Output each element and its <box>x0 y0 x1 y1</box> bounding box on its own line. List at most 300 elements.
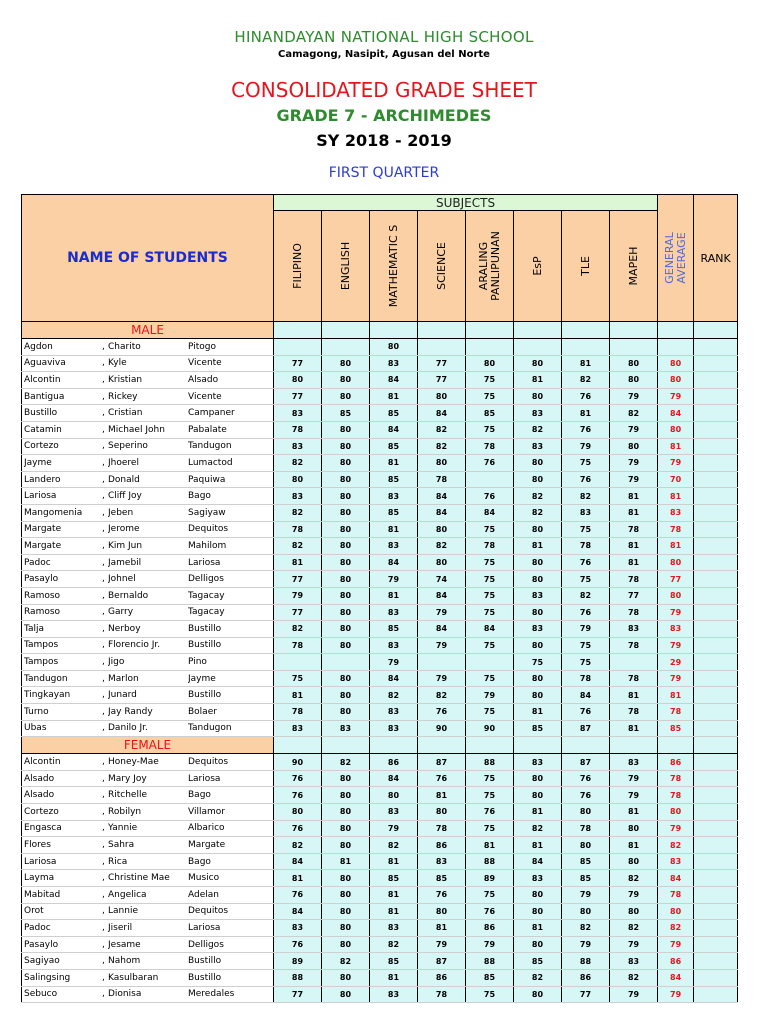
general-average-cell: 70 <box>658 471 694 488</box>
grade-cell: 76 <box>562 388 610 405</box>
table-row <box>22 936 738 953</box>
comma: , <box>102 723 105 734</box>
last-name: Orot <box>24 906 44 917</box>
male-section <box>22 322 738 339</box>
first-name: Jamebil <box>108 557 142 568</box>
grade-cell: 83 <box>370 920 418 937</box>
first-name: Seperino <box>108 441 148 452</box>
rank-cell <box>694 504 738 521</box>
grade-cell: 90 <box>418 720 466 737</box>
general-average-cell: 78 <box>658 704 694 721</box>
general-average-cell: 77 <box>658 571 694 588</box>
rank-cell <box>694 571 738 588</box>
middle-name: Delligos <box>188 574 224 585</box>
general-average-cell: 80 <box>658 355 694 372</box>
grade-cell: 88 <box>274 969 322 986</box>
general-average-cell: 86 <box>658 754 694 771</box>
student-name <box>22 438 274 455</box>
grade-cell: 77 <box>274 986 322 1003</box>
table-row <box>22 554 738 571</box>
table-row <box>22 538 738 555</box>
grade-cell: 84 <box>418 504 466 521</box>
grade-cell: 80 <box>322 887 370 904</box>
grade-cell: 75 <box>466 388 514 405</box>
first-name: Jerome <box>108 524 140 535</box>
table-row <box>22 853 738 870</box>
last-name: Catamin <box>24 424 62 435</box>
last-name: Mangomenia <box>24 507 83 518</box>
grade-cell: 78 <box>466 538 514 555</box>
general-average-cell: 80 <box>658 587 694 604</box>
grade-cell: 83 <box>418 853 466 870</box>
grade-cell: 82 <box>514 421 562 438</box>
grade-cell: 77 <box>274 355 322 372</box>
last-name: Margate <box>24 524 62 535</box>
grade-cell: 80 <box>514 936 562 953</box>
grade-cell: 75 <box>562 637 610 654</box>
student-name <box>22 920 274 937</box>
general-average-cell: 80 <box>658 554 694 571</box>
student-name <box>22 903 274 920</box>
grade-cell: 81 <box>562 405 610 422</box>
last-name: Salingsing <box>24 972 71 983</box>
grade-cell: 83 <box>514 405 562 422</box>
subject-header: EsP <box>514 211 562 322</box>
general-average-cell: 83 <box>658 853 694 870</box>
first-name: Michael John <box>108 424 165 435</box>
last-name: Margate <box>24 540 62 551</box>
last-name: Aguaviva <box>24 358 66 369</box>
middle-name: Musico <box>188 873 220 884</box>
grade-cell: 82 <box>610 920 658 937</box>
general-average-cell: 79 <box>658 820 694 837</box>
student-name <box>22 670 274 687</box>
last-name: Alcontin <box>24 374 61 385</box>
middle-name: Lariosa <box>188 773 221 784</box>
first-name: Jigo <box>108 657 125 668</box>
subject-header: MATHEMATIC S <box>370 211 418 322</box>
grade-cell: 82 <box>610 969 658 986</box>
student-name <box>22 372 274 389</box>
table-row <box>22 787 738 804</box>
rank-cell <box>694 388 738 405</box>
comma: , <box>102 939 105 950</box>
last-name: Turno <box>24 706 49 717</box>
student-name <box>22 339 274 356</box>
grade-cell: 80 <box>322 687 370 704</box>
rank-cell <box>694 704 738 721</box>
grade-cell: 75 <box>466 704 514 721</box>
general-average-cell: 84 <box>658 405 694 422</box>
general-average-cell: 78 <box>658 887 694 904</box>
grade-cell: 79 <box>562 887 610 904</box>
grade-cell: 80 <box>322 670 370 687</box>
student-name <box>22 986 274 1003</box>
subjects-header: SUBJECTS <box>274 195 658 211</box>
comma: , <box>102 673 105 684</box>
grade-cell: 84 <box>562 687 610 704</box>
grade-cell: 88 <box>466 953 514 970</box>
grade-cell: 80 <box>514 986 562 1003</box>
grade-cell: 80 <box>322 820 370 837</box>
grade-cell: 74 <box>418 571 466 588</box>
grade-cell: 80 <box>514 604 562 621</box>
comma: , <box>102 922 105 933</box>
first-name: Robilyn <box>108 806 142 817</box>
grade-cell: 82 <box>274 455 322 472</box>
grade-cell: 83 <box>370 604 418 621</box>
rank-cell <box>694 920 738 937</box>
grade-cell: 83 <box>514 754 562 771</box>
grade-cell: 88 <box>466 754 514 771</box>
comma: , <box>102 623 105 634</box>
grade-cell <box>418 654 466 671</box>
grade-cell: 80 <box>562 903 610 920</box>
grade-cell: 81 <box>274 687 322 704</box>
grade-cell: 80 <box>514 903 562 920</box>
grade-cell: 84 <box>370 670 418 687</box>
last-name: Alsado <box>24 773 55 784</box>
rank-cell <box>694 870 738 887</box>
table-row <box>22 455 738 472</box>
last-name: Padoc <box>24 922 51 933</box>
first-name: Bernaldo <box>108 590 149 601</box>
table-row <box>22 820 738 837</box>
first-name: Jiseril <box>108 922 133 933</box>
first-name: Johnel <box>108 574 136 585</box>
grade-cell: 79 <box>418 670 466 687</box>
grade-cell: 85 <box>370 471 418 488</box>
grade-cell: 85 <box>370 405 418 422</box>
grade-cell: 76 <box>562 554 610 571</box>
general-average-cell: 78 <box>658 787 694 804</box>
comma: , <box>102 574 105 585</box>
comma: , <box>102 524 105 535</box>
rank-cell <box>694 488 738 505</box>
rank-cell <box>694 521 738 538</box>
middle-name: Bustillo <box>188 640 222 651</box>
student-name <box>22 853 274 870</box>
grade-cell: 80 <box>322 421 370 438</box>
grade-cell: 80 <box>274 471 322 488</box>
grade-cell: 84 <box>274 903 322 920</box>
rank-cell <box>694 554 738 571</box>
grade-cell: 85 <box>418 870 466 887</box>
grade-cell: 78 <box>562 670 610 687</box>
grade-cell: 83 <box>322 720 370 737</box>
grade-cell: 84 <box>370 421 418 438</box>
grade-cell: 80 <box>514 770 562 787</box>
general-average-cell <box>658 339 694 356</box>
first-name: Lannie <box>108 906 138 917</box>
comma: , <box>102 457 105 468</box>
rank-cell <box>694 654 738 671</box>
table-row <box>22 969 738 986</box>
first-name: Nerboy <box>108 623 141 634</box>
table-row <box>22 654 738 671</box>
student-name <box>22 554 274 571</box>
middle-name: Vicente <box>188 391 222 402</box>
grade-cell: 83 <box>370 355 418 372</box>
rank-cell <box>694 936 738 953</box>
grade-cell: 75 <box>466 820 514 837</box>
middle-name: Jayme <box>188 673 216 684</box>
student-name <box>22 521 274 538</box>
grade-cell: 80 <box>322 837 370 854</box>
rank-cell <box>694 986 738 1003</box>
grade-cell: 77 <box>418 372 466 389</box>
grade-cell: 82 <box>370 837 418 854</box>
grade-cell: 83 <box>370 538 418 555</box>
grade-cell: 83 <box>370 637 418 654</box>
grade-cell: 80 <box>610 903 658 920</box>
grade-cell: 82 <box>562 488 610 505</box>
last-name: Landero <box>24 474 61 485</box>
grade-cell: 87 <box>562 720 610 737</box>
grade-cell: 81 <box>610 488 658 505</box>
first-name: Rica <box>108 856 128 867</box>
grade-cell: 76 <box>274 936 322 953</box>
grade-cell: 78 <box>610 637 658 654</box>
student-name <box>22 969 274 986</box>
grade-cell: 80 <box>418 388 466 405</box>
grade-cell: 78 <box>418 986 466 1003</box>
grade-cell: 88 <box>562 953 610 970</box>
middle-name: Vicente <box>188 358 222 369</box>
grade-cell: 85 <box>466 405 514 422</box>
grade-cell: 79 <box>370 571 418 588</box>
grade-cell: 82 <box>514 504 562 521</box>
grade-cell: 80 <box>610 372 658 389</box>
grade-cell: 79 <box>562 438 610 455</box>
grade-cell: 76 <box>562 421 610 438</box>
grade-cell: 80 <box>562 804 610 821</box>
grade-cell: 83 <box>274 720 322 737</box>
middle-name: Bago <box>188 856 211 867</box>
grade-cell: 90 <box>466 720 514 737</box>
grade-cell: 81 <box>514 920 562 937</box>
grade-cell: 80 <box>322 388 370 405</box>
grade-cell: 79 <box>610 787 658 804</box>
general-average-header: GENERAL AVERAGE <box>658 195 694 322</box>
grade-cell: 76 <box>466 455 514 472</box>
subject-header: SCIENCE <box>418 211 466 322</box>
middle-name: Bustillo <box>188 972 222 983</box>
comma: , <box>102 358 105 369</box>
grade-cell: 80 <box>514 687 562 704</box>
general-average-cell: 79 <box>658 388 694 405</box>
grade-cell: 84 <box>370 554 418 571</box>
last-name: Ramoso <box>24 607 61 618</box>
comma: , <box>102 989 105 1000</box>
grade-cell: 80 <box>610 820 658 837</box>
first-name: Yannie <box>108 823 138 834</box>
middle-name: Pabalate <box>188 424 227 435</box>
middle-name: Dequitos <box>188 906 229 917</box>
general-average-cell: 81 <box>658 438 694 455</box>
grade-cell <box>562 339 610 356</box>
grade-cell: 82 <box>562 587 610 604</box>
grade-cell: 81 <box>610 538 658 555</box>
grade-cell: 81 <box>562 355 610 372</box>
grade-table <box>21 194 738 1003</box>
general-average-cell: 81 <box>658 538 694 555</box>
grade-cell: 80 <box>610 853 658 870</box>
last-name: Tampos <box>24 640 59 651</box>
general-average-cell: 78 <box>658 770 694 787</box>
male-section-label: MALE <box>22 322 274 339</box>
general-average-cell: 80 <box>658 372 694 389</box>
rank-cell <box>694 887 738 904</box>
first-name: Donald <box>108 474 140 485</box>
grade-cell: 83 <box>274 405 322 422</box>
comma: , <box>102 972 105 983</box>
grade-cell: 82 <box>370 687 418 704</box>
grade-cell: 85 <box>562 870 610 887</box>
grade-cell: 75 <box>466 571 514 588</box>
table-row <box>22 920 738 937</box>
last-name: Lariosa <box>24 491 57 502</box>
table-row <box>22 986 738 1003</box>
student-name <box>22 820 274 837</box>
rank-cell <box>694 670 738 687</box>
grade-cell: 83 <box>370 488 418 505</box>
table-row <box>22 504 738 521</box>
middle-name: Tandugon <box>188 441 232 452</box>
grade-cell: 81 <box>610 687 658 704</box>
middle-name: Mahilom <box>188 540 227 551</box>
table-row <box>22 687 738 704</box>
general-average-cell: 86 <box>658 953 694 970</box>
rank-cell <box>694 687 738 704</box>
grade-cell: 82 <box>322 953 370 970</box>
first-name: Sahra <box>108 840 135 851</box>
general-average-cell: 80 <box>658 804 694 821</box>
grade-cell: 89 <box>274 953 322 970</box>
grade-cell: 80 <box>418 804 466 821</box>
table-row <box>22 887 738 904</box>
middle-name: Campaner <box>188 408 235 419</box>
grade-cell: 80 <box>418 554 466 571</box>
grade-cell: 75 <box>562 654 610 671</box>
grade-cell: 85 <box>322 405 370 422</box>
grade-cell: 78 <box>274 521 322 538</box>
grade-cell: 80 <box>322 787 370 804</box>
general-average-cell: 79 <box>658 637 694 654</box>
grade-cell: 81 <box>370 587 418 604</box>
comma: , <box>102 590 105 601</box>
subject-header: FILIPINO <box>274 211 322 322</box>
middle-name: Tagacay <box>188 607 225 618</box>
grade-cell: 76 <box>274 770 322 787</box>
grade-cell: 79 <box>466 936 514 953</box>
last-name: Layma <box>24 873 55 884</box>
middle-name: Lumactod <box>188 457 233 468</box>
grade-section: GRADE 7 - ARCHIMEDES <box>276 106 492 125</box>
grade-cell <box>274 654 322 671</box>
grade-cell: 75 <box>466 887 514 904</box>
grade-cell: 80 <box>322 704 370 721</box>
middle-name: Dequitos <box>188 757 229 768</box>
grade-cell: 85 <box>514 953 562 970</box>
grade-cell: 84 <box>514 853 562 870</box>
grade-cell: 83 <box>274 438 322 455</box>
comma: , <box>102 557 105 568</box>
grade-cell: 87 <box>562 754 610 771</box>
comma: , <box>102 840 105 851</box>
rank-cell <box>694 604 738 621</box>
grade-cell: 80 <box>514 521 562 538</box>
student-name <box>22 587 274 604</box>
grade-cell: 80 <box>322 372 370 389</box>
last-name: Ramoso <box>24 590 61 601</box>
last-name: Alsado <box>24 790 55 801</box>
grade-cell: 82 <box>562 920 610 937</box>
grade-cell: 79 <box>370 654 418 671</box>
table-row <box>22 339 738 356</box>
grade-cell: 81 <box>610 554 658 571</box>
grade-cell: 80 <box>322 604 370 621</box>
first-name: Jesame <box>108 939 141 950</box>
grade-cell: 80 <box>610 355 658 372</box>
student-name <box>22 455 274 472</box>
grade-cell: 79 <box>610 936 658 953</box>
first-name: Kim Jun <box>108 540 143 551</box>
grade-cell <box>610 654 658 671</box>
last-name: Agdon <box>24 341 53 352</box>
first-name: Garry <box>108 607 134 618</box>
grade-cell: 86 <box>466 920 514 937</box>
grade-cell: 80 <box>322 870 370 887</box>
middle-name: Bustillo <box>188 956 222 967</box>
comma: , <box>102 873 105 884</box>
student-name <box>22 388 274 405</box>
comma: , <box>102 474 105 485</box>
student-name <box>22 870 274 887</box>
grade-cell: 80 <box>514 571 562 588</box>
grade-cell: 75 <box>466 787 514 804</box>
rank-cell <box>694 969 738 986</box>
grade-cell: 78 <box>562 820 610 837</box>
comma: , <box>102 441 105 452</box>
student-name <box>22 754 274 771</box>
rank-cell <box>694 339 738 356</box>
grade-cell: 81 <box>514 372 562 389</box>
grade-cell: 77 <box>274 388 322 405</box>
grade-cell: 78 <box>418 471 466 488</box>
comma: , <box>102 706 105 717</box>
last-name: Pasaylo <box>24 574 59 585</box>
grade-cell: 76 <box>274 887 322 904</box>
last-name: Ubas <box>24 723 47 734</box>
grade-cell: 80 <box>466 355 514 372</box>
first-name: Charito <box>108 341 141 352</box>
first-name: Mary Joy <box>108 773 147 784</box>
grade-cell: 83 <box>274 920 322 937</box>
table-row <box>22 372 738 389</box>
grade-cell: 82 <box>562 372 610 389</box>
comma: , <box>102 690 105 701</box>
table-row <box>22 405 738 422</box>
first-name: Marlon <box>108 673 139 684</box>
grade-cell: 86 <box>370 754 418 771</box>
grade-cell: 77 <box>610 587 658 604</box>
rank-cell <box>694 837 738 854</box>
grade-cell: 81 <box>610 837 658 854</box>
general-average-cell: 82 <box>658 920 694 937</box>
comma: , <box>102 823 105 834</box>
middle-name: Lariosa <box>188 922 221 933</box>
